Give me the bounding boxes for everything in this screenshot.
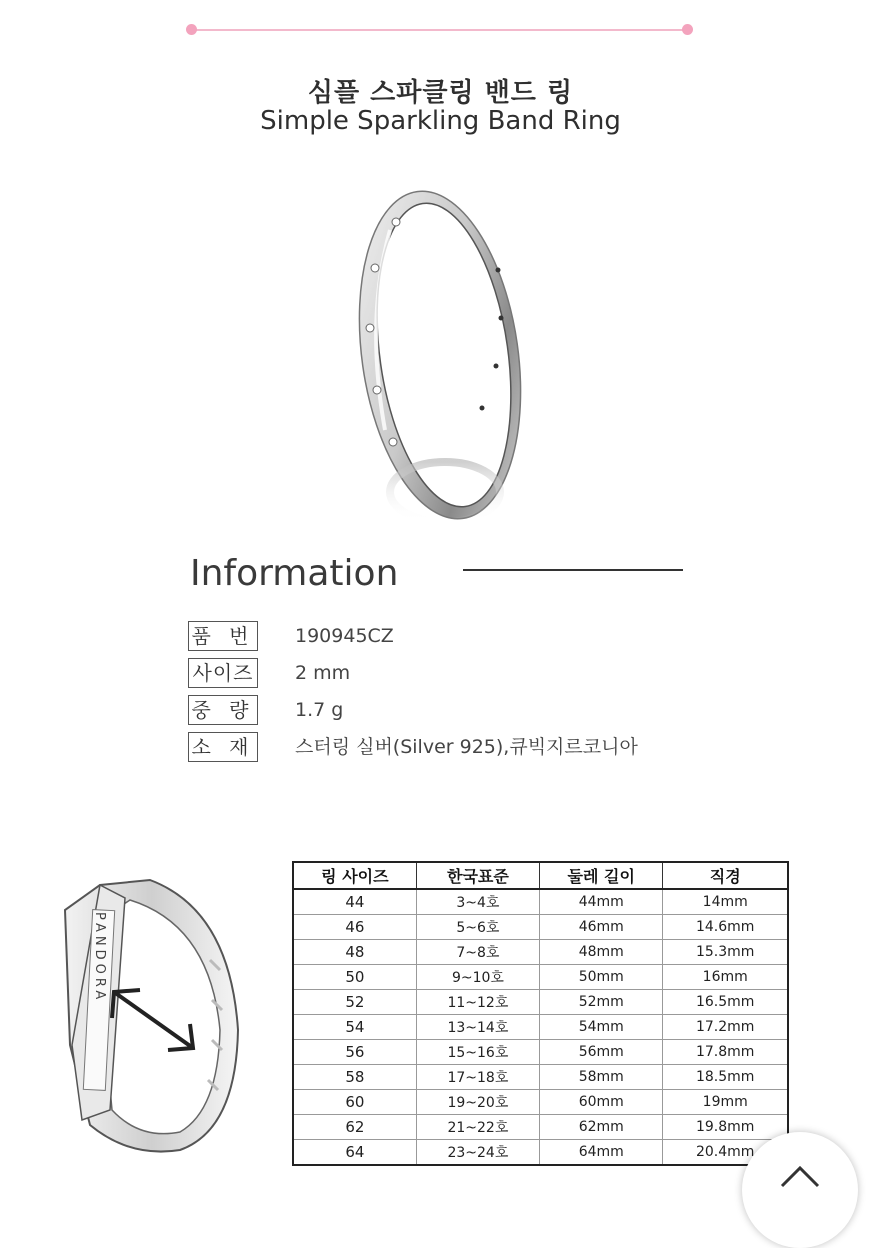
spec-key: 품 번 bbox=[188, 621, 258, 651]
chevron-up-icon bbox=[780, 1164, 820, 1188]
product-title-english: Simple Sparkling Band Ring bbox=[260, 106, 621, 136]
cell-circumference: 54mm bbox=[540, 1015, 663, 1040]
cell-diameter: 19mm bbox=[663, 1090, 788, 1115]
table-row bbox=[293, 990, 788, 1015]
cell-ring-size: 58 bbox=[293, 1065, 416, 1090]
top-divider-line bbox=[192, 29, 688, 31]
table-row bbox=[293, 1065, 788, 1090]
cell-korean-standard: 13~14호 bbox=[416, 1015, 539, 1040]
cell-circumference: 56mm bbox=[540, 1040, 663, 1065]
cell-ring-size: 62 bbox=[293, 1115, 416, 1140]
cell-circumference: 58mm bbox=[540, 1065, 663, 1090]
cell-circumference: 46mm bbox=[540, 915, 663, 940]
cell-ring-size: 52 bbox=[293, 990, 416, 1015]
cell-ring-size: 48 bbox=[293, 940, 416, 965]
cell-ring-size: 50 bbox=[293, 965, 416, 990]
table-row bbox=[293, 965, 788, 990]
cell-diameter: 20.4mm bbox=[663, 1140, 788, 1166]
col-header-diameter: 직경 bbox=[663, 862, 788, 889]
cell-circumference: 48mm bbox=[540, 940, 663, 965]
cell-circumference: 64mm bbox=[540, 1140, 663, 1166]
information-heading: Information bbox=[190, 553, 399, 594]
cell-ring-size: 44 bbox=[293, 889, 416, 915]
information-divider bbox=[463, 569, 683, 571]
table-row bbox=[293, 1115, 788, 1140]
cell-korean-standard: 11~12호 bbox=[416, 990, 539, 1015]
cell-diameter: 15.3mm bbox=[663, 940, 788, 965]
cell-circumference: 50mm bbox=[540, 965, 663, 990]
spec-value: 190945CZ bbox=[295, 625, 394, 647]
cell-korean-standard: 3~4호 bbox=[416, 889, 539, 915]
table-row bbox=[293, 1015, 788, 1040]
spec-key: 사이즈 bbox=[188, 658, 258, 688]
table-row bbox=[293, 915, 788, 940]
cell-circumference: 44mm bbox=[540, 889, 663, 915]
cell-korean-standard: 5~6호 bbox=[416, 915, 539, 940]
table-row bbox=[293, 1040, 788, 1065]
cell-diameter: 14mm bbox=[663, 889, 788, 915]
scroll-to-top-button[interactable] bbox=[742, 1132, 858, 1248]
col-header-ring-size: 링 사이즈 bbox=[293, 862, 416, 889]
cell-korean-standard: 17~18호 bbox=[416, 1065, 539, 1090]
product-title-korean: 심플 스파클링 밴드 링 bbox=[307, 78, 574, 108]
cell-korean-standard: 21~22호 bbox=[416, 1115, 539, 1140]
table-row bbox=[293, 1140, 788, 1166]
cell-ring-size: 54 bbox=[293, 1015, 416, 1040]
spec-key: 중 량 bbox=[188, 695, 258, 725]
ring-product-image bbox=[330, 180, 550, 525]
size-table-header-row bbox=[293, 862, 788, 889]
cell-korean-standard: 15~16호 bbox=[416, 1040, 539, 1065]
cell-korean-standard: 7~8호 bbox=[416, 940, 539, 965]
divider-dot-left bbox=[186, 24, 197, 35]
table-row bbox=[293, 1090, 788, 1115]
spec-value: 1.7 g bbox=[295, 699, 344, 721]
spec-value: 2 mm bbox=[295, 662, 351, 684]
cell-korean-standard: 9~10호 bbox=[416, 965, 539, 990]
cell-diameter: 16mm bbox=[663, 965, 788, 990]
cell-korean-standard: 19~20호 bbox=[416, 1090, 539, 1115]
brand-engraving: PANDORA bbox=[92, 912, 107, 1004]
cell-korean-standard: 23~24호 bbox=[416, 1140, 539, 1166]
cell-circumference: 62mm bbox=[540, 1115, 663, 1140]
cell-ring-size: 60 bbox=[293, 1090, 416, 1115]
ring-size-table bbox=[292, 861, 789, 1166]
cell-diameter: 18.5mm bbox=[663, 1065, 788, 1090]
spec-value: 스터링 실버(Silver 925),큐빅지르코니아 bbox=[295, 736, 638, 758]
ring-size-illustration bbox=[60, 870, 250, 1160]
cell-diameter: 14.6mm bbox=[663, 915, 788, 940]
cell-diameter: 17.2mm bbox=[663, 1015, 788, 1040]
cell-ring-size: 46 bbox=[293, 915, 416, 940]
table-row bbox=[293, 940, 788, 965]
divider-dot-right bbox=[682, 24, 693, 35]
cell-ring-size: 64 bbox=[293, 1140, 416, 1166]
spec-key: 소 재 bbox=[188, 732, 258, 762]
cell-diameter: 19.8mm bbox=[663, 1115, 788, 1140]
cell-diameter: 17.8mm bbox=[663, 1040, 788, 1065]
cell-diameter: 16.5mm bbox=[663, 990, 788, 1015]
col-header-korean-standard: 한국표준 bbox=[416, 862, 539, 889]
col-header-circumference: 둘레 길이 bbox=[540, 862, 663, 889]
cell-ring-size: 56 bbox=[293, 1040, 416, 1065]
cell-circumference: 52mm bbox=[540, 990, 663, 1015]
table-row bbox=[293, 889, 788, 915]
cell-circumference: 60mm bbox=[540, 1090, 663, 1115]
